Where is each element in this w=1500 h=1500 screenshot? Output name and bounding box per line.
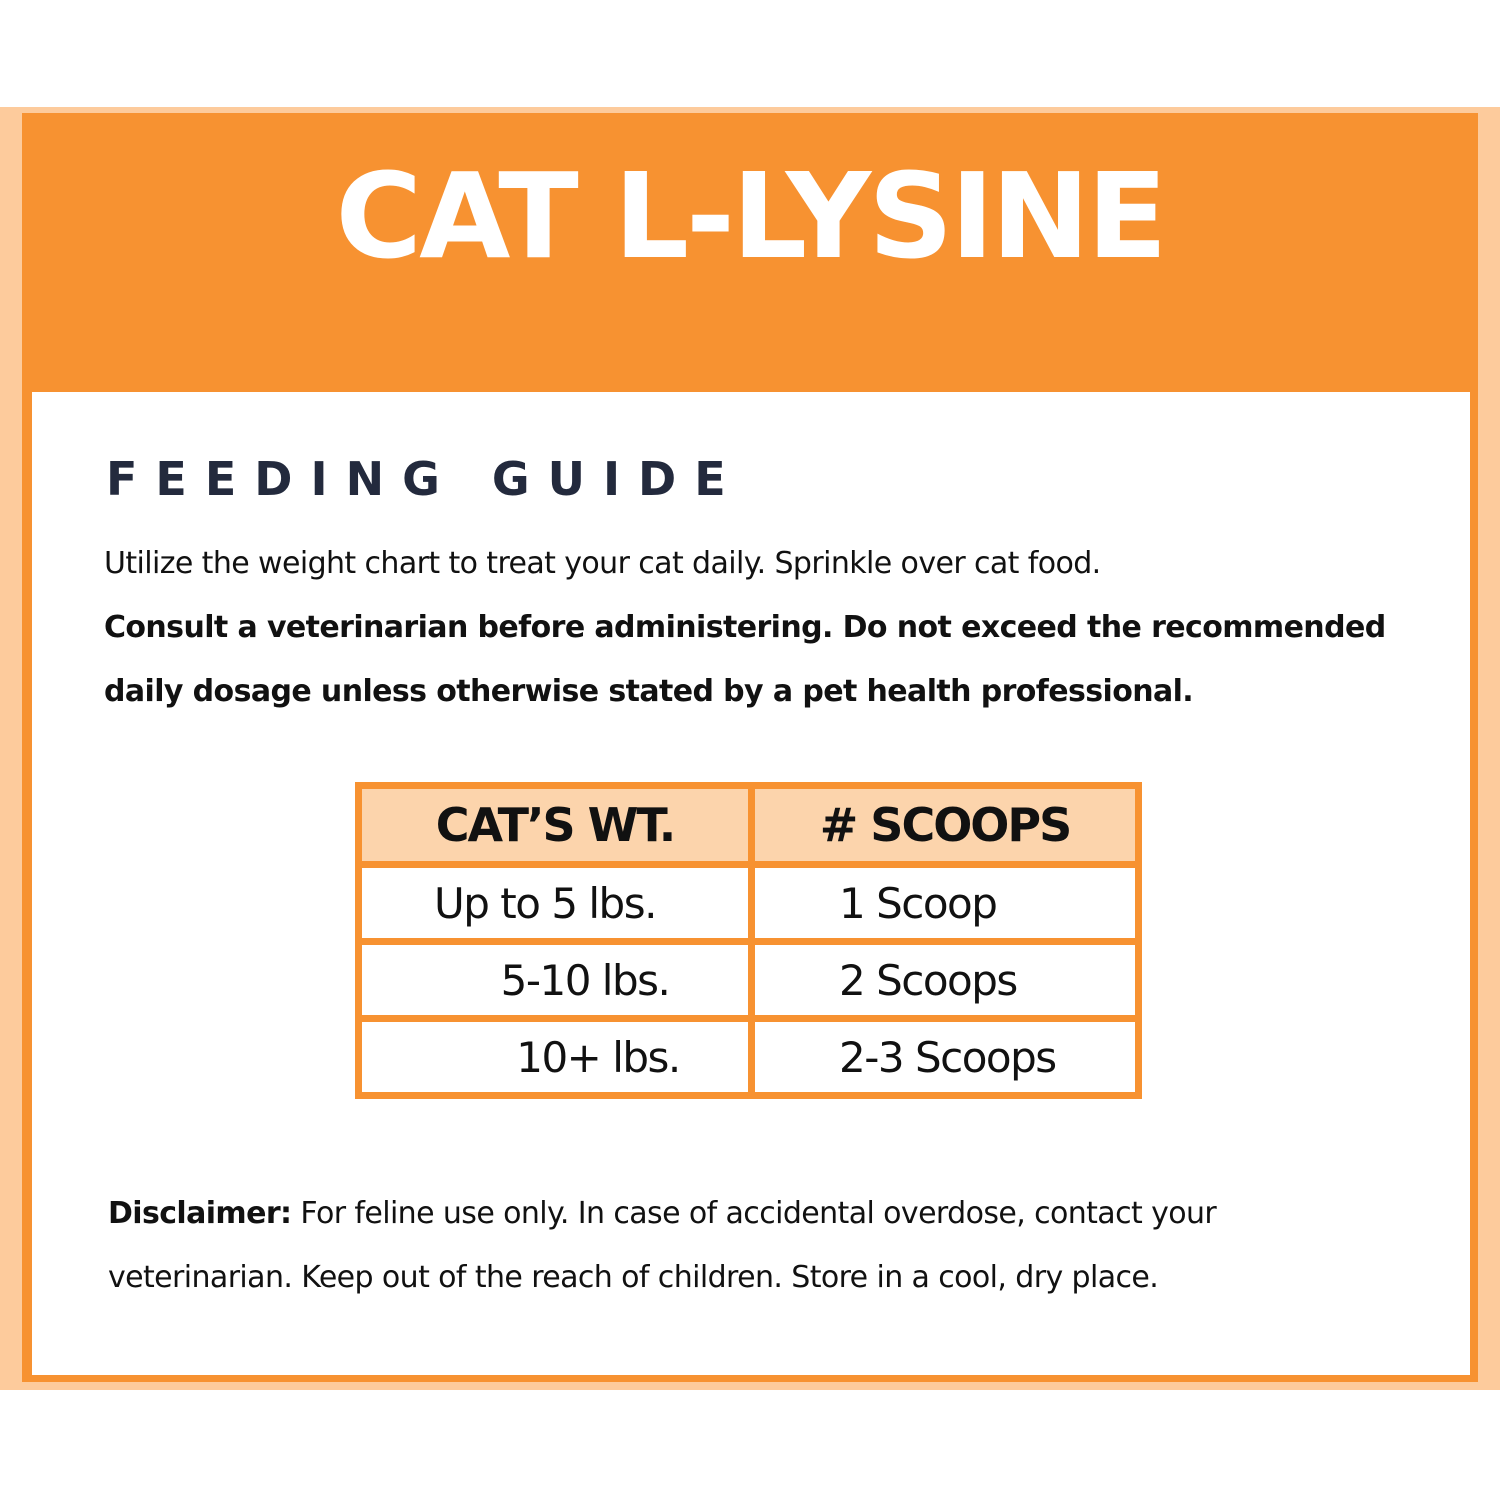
table-row bbox=[359, 942, 1139, 1019]
column-header-scoops: # SCOOPS bbox=[752, 786, 1139, 865]
scoops-cell: 1 Scoop bbox=[752, 865, 1139, 942]
title-banner bbox=[22, 113, 1478, 391]
weight-cell: 10+ lbs. bbox=[359, 1019, 752, 1096]
table-row bbox=[359, 865, 1139, 942]
disclaimer-text: veterinarian. Keep out of the reach of children. Store in a cool, dry place. bbox=[108, 1260, 1159, 1295]
content-panel bbox=[32, 392, 1470, 1375]
disclaimer bbox=[108, 1182, 1428, 1310]
weight-cell: 5-10 lbs. bbox=[359, 942, 752, 1019]
dosage-table bbox=[355, 782, 1142, 1099]
scoops-cell: 2 Scoops bbox=[752, 942, 1139, 1019]
column-header-weight: CAT’S WT. bbox=[359, 786, 752, 865]
table-row bbox=[359, 1019, 1139, 1096]
warning-line: Consult a veterinarian before administering. Do not exceed the recommended bbox=[104, 610, 1386, 645]
label-frame bbox=[22, 113, 1478, 1382]
weight-cell: Up to 5 lbs. bbox=[359, 865, 752, 942]
disclaimer-label: Disclaimer: bbox=[108, 1196, 292, 1231]
feeding-guide-heading: FEEDING GUIDE bbox=[106, 452, 744, 506]
warning-line: daily dosage unless otherwise stated by a pet health professional. bbox=[104, 674, 1194, 709]
instruction-line: Utilize the weight chart to treat your cat daily. Sprinkle over cat food. bbox=[104, 546, 1101, 581]
product-title: CAT L-LYSINE bbox=[335, 147, 1165, 286]
scoops-cell: 2-3 Scoops bbox=[752, 1019, 1139, 1096]
feeding-instructions bbox=[104, 532, 1454, 724]
disclaimer-text: For feline use only. In case of accidental overdose, contact your bbox=[291, 1196, 1217, 1231]
table-header-row bbox=[359, 786, 1139, 865]
